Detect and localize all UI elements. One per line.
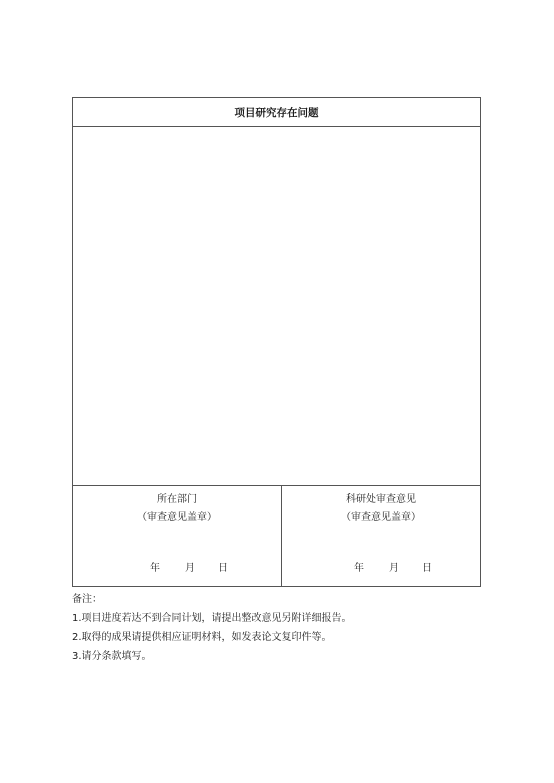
department-title: 所在部门 [157,494,197,505]
research-office-day-label: 日 [422,563,432,574]
table-title: 项目研究存在问题 [234,106,319,119]
department-stamp-note: （审查意见盖章） [137,512,217,523]
department-cell [73,486,282,586]
research-office-year-label: 年 [354,563,364,574]
note-item: 3.请分条款填写。 [72,651,152,662]
research-office-title: 科研处审查意见 [346,494,416,505]
form-table [72,97,481,587]
department-month-label: 月 [185,563,195,574]
note-item: 1.项目进度若达不到合同计划，请提出整改意见另附详细报告。 [72,613,352,624]
notes-heading: 备注： [72,594,102,605]
research-office-cell [282,486,480,586]
department-day-label: 日 [218,563,228,574]
research-office-month-label: 月 [389,563,399,574]
table-title-row [73,98,480,127]
department-year-label: 年 [150,563,160,574]
problems-content-area[interactable] [73,127,480,485]
note-item: 2.取得的成果请提供相应证明材料，如发表论文复印件等。 [72,632,332,643]
research-office-stamp-note: （审查意见盖章） [341,512,421,523]
notes-section [72,590,352,666]
signature-row [73,485,480,586]
